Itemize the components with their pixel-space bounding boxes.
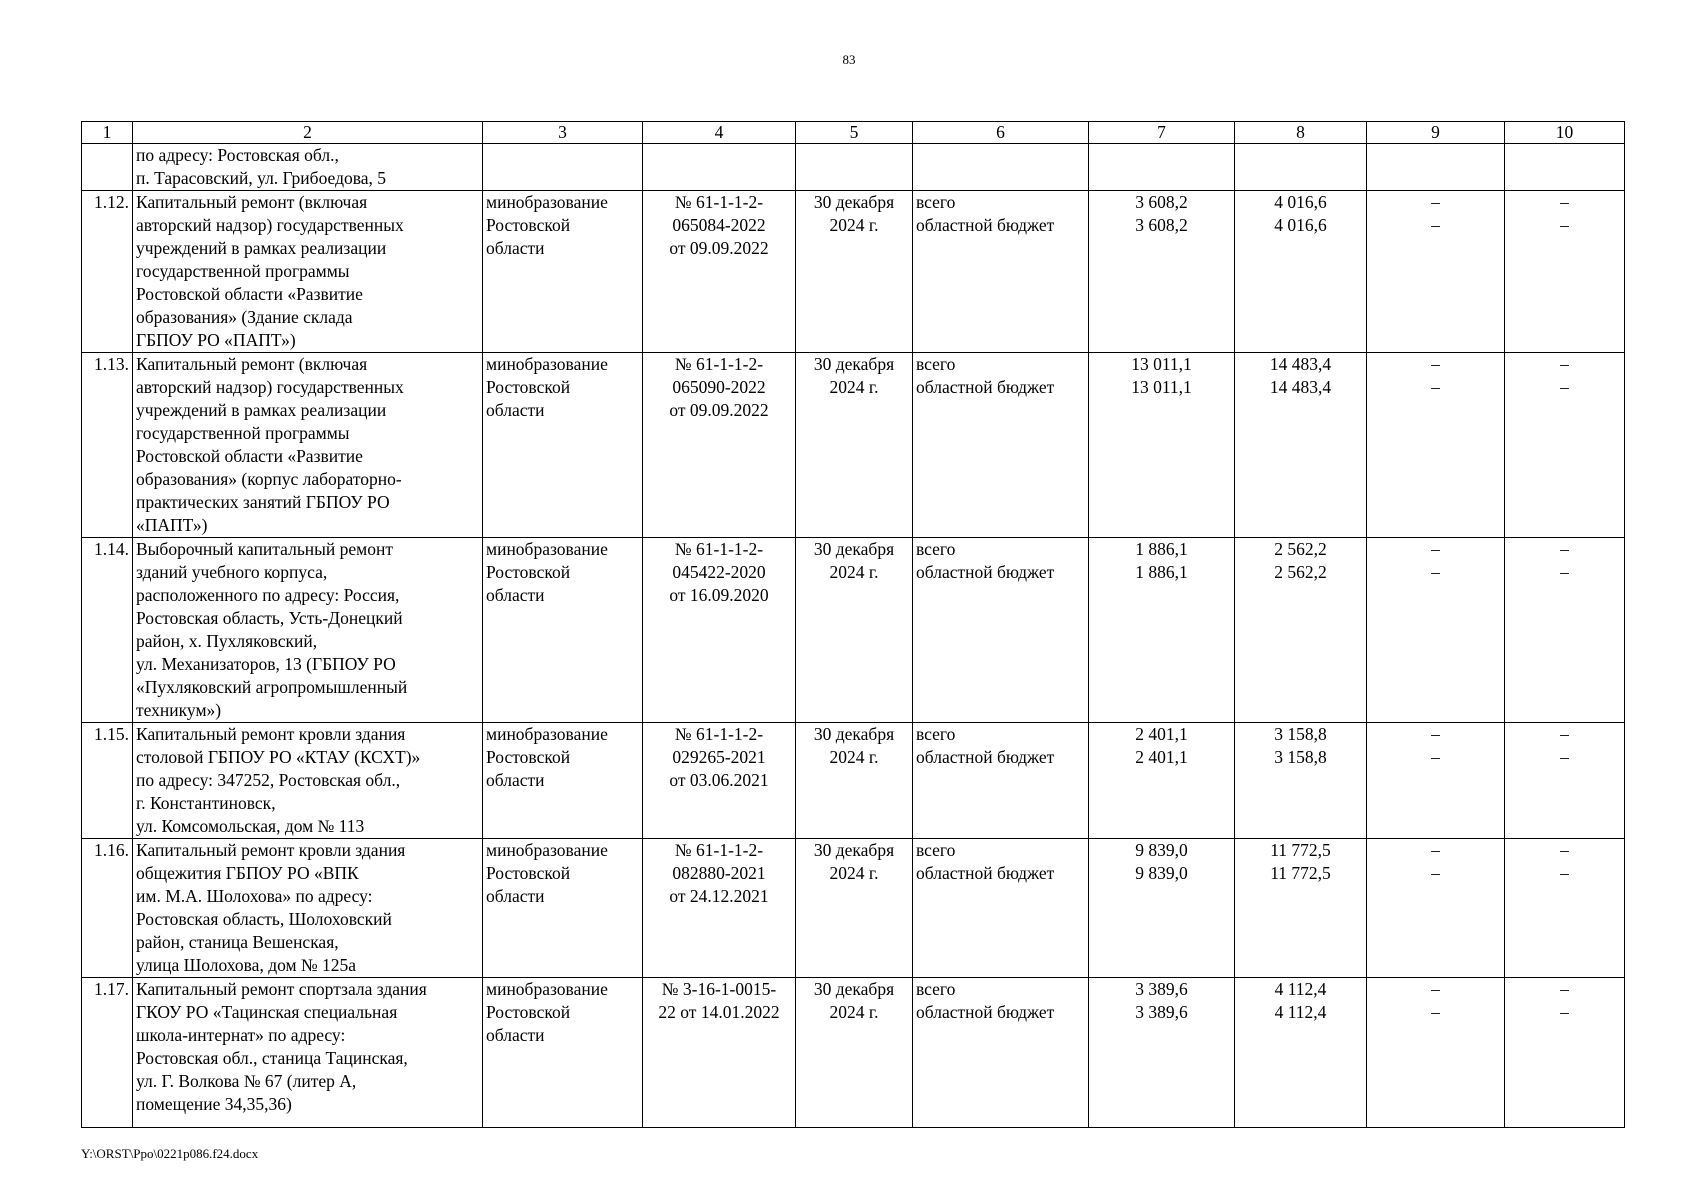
object-name: Капитальный ремонт кровли здания столовой ГБПОУ РО «КТАУ (КСХТ)» по адресу: 347252, Ростовская обл., г. Константиновск, ул. Комсомольская, дом № 113: [133, 723, 483, 839]
col10-value-line: –: [1560, 562, 1569, 582]
customer: минобразование Ростовской области: [483, 353, 643, 538]
deadline: 30 декабря 2024 г.: [796, 723, 913, 839]
col10-value: [1505, 353, 1625, 538]
expertise-document: № 61-1-1-2- 029265-2021 от 03.06.2021: [643, 723, 796, 839]
continuation-text: по адресу: Ростовская обл., п. Тарасовский, ул. Грибоедова, 5: [133, 144, 483, 191]
col9-value: [1367, 353, 1505, 538]
row-number: 1.17.: [82, 978, 133, 1128]
col8-value-line: 2 562,2: [1274, 539, 1327, 559]
funding-source-line: всего: [916, 724, 956, 744]
estimated-cost-line: 13 011,1: [1131, 354, 1192, 374]
col9-value: [1367, 723, 1505, 839]
expertise-document: № 61-1-1-2- 045422-2020 от 16.09.2020: [643, 538, 796, 723]
estimated-cost-line: 3 389,6: [1135, 979, 1188, 999]
col8-value-line: 3 158,8: [1274, 724, 1327, 744]
customer: минобразование Ростовской области: [483, 978, 643, 1128]
table-row: [82, 353, 1625, 538]
col10-value-line: –: [1560, 192, 1569, 212]
column-header: 8: [1235, 122, 1367, 144]
expertise-document: № 61-1-1-2- 082880-2021 от 24.12.2021: [643, 839, 796, 978]
col10-value: [1505, 839, 1625, 978]
col9-value: [1367, 978, 1505, 1128]
col10-value-line: –: [1560, 539, 1569, 559]
estimated-cost-line: 1 886,1: [1135, 562, 1188, 582]
funding-source-line: областной бюджет: [916, 1002, 1055, 1022]
col10-value: [1505, 978, 1625, 1128]
column-header: 5: [796, 122, 913, 144]
col10-value: [1505, 723, 1625, 839]
object-name: Капитальный ремонт (включая авторский надзор) государственных учреждений в рамках реализации государственной программы Ростовской области «Развитие образования» (Здание склада ГБПОУ РО «ПАПТ»): [133, 191, 483, 353]
row-number: 1.14.: [82, 538, 133, 723]
continuation-row: [82, 144, 1625, 191]
estimated-cost-line: 3 608,2: [1135, 192, 1188, 212]
funding-source-line: областной бюджет: [916, 215, 1055, 235]
col8-value: [1235, 839, 1367, 978]
expertise-document: № 3-16-1-0015- 22 от 14.01.2022: [643, 978, 796, 1128]
col10-value-line: –: [1560, 724, 1569, 744]
col8-value: [1235, 353, 1367, 538]
column-header: 3: [483, 122, 643, 144]
col9-value: [1367, 839, 1505, 978]
estimated-cost: [1089, 978, 1235, 1128]
footer-file-path: Y:\ORST\Ppo\0221p086.f24.docx: [81, 1146, 259, 1161]
col9-value: [1367, 538, 1505, 723]
col8-value-line: 11 772,5: [1270, 863, 1331, 883]
deadline: 30 декабря 2024 г.: [796, 353, 913, 538]
col10-value-line: –: [1560, 1002, 1569, 1022]
estimated-cost-line: 9 839,0: [1135, 840, 1188, 860]
funding-source-line: областной бюджет: [916, 747, 1055, 767]
column-header: 10: [1505, 122, 1625, 144]
column-header: 7: [1089, 122, 1235, 144]
column-header: 1: [82, 122, 133, 144]
funding-source-line: областной бюджет: [916, 377, 1055, 397]
object-name: Выборочный капитальный ремонт зданий учебного корпуса, расположенного по адресу: Россия, Ростовская область, Усть-Донецкий район, х. Пухляковский, ул. Механизаторов, 13 (ГБПОУ РО «Пухляковский агропромышленный техникум»): [133, 538, 483, 723]
estimated-cost: [1089, 723, 1235, 839]
col9-value: [1367, 191, 1505, 353]
col8-value-line: 4 112,4: [1274, 1002, 1327, 1022]
object-name: Капитальный ремонт (включая авторский надзор) государственных учреждений в рамках реализации государственной программы Ростовской области «Развитие образования» (корпус лабораторно- практических занятий ГБПОУ РО «ПАПТ»): [133, 353, 483, 538]
col9-value-line: –: [1431, 192, 1440, 212]
deadline: 30 декабря 2024 г.: [796, 978, 913, 1128]
estimated-cost: [1089, 191, 1235, 353]
expertise-document: № 61-1-1-2- 065090-2022 от 09.09.2022: [643, 353, 796, 538]
funding-source-line: областной бюджет: [916, 562, 1055, 582]
deadline: 30 декабря 2024 г.: [796, 839, 913, 978]
estimated-cost: [1089, 839, 1235, 978]
continuation-num: [82, 144, 133, 191]
customer: минобразование Ростовской области: [483, 839, 643, 978]
col8-value-line: 4 016,6: [1274, 215, 1327, 235]
customer: минобразование Ростовской области: [483, 191, 643, 353]
row-number: 1.13.: [82, 353, 133, 538]
funding-source-line: всего: [916, 840, 956, 860]
table-row: [82, 978, 1625, 1128]
funding-source-line: всего: [916, 192, 956, 212]
funding-source: [913, 723, 1089, 839]
table-row: [82, 191, 1625, 353]
funding-source: [913, 978, 1089, 1128]
page-number: 83: [842, 52, 856, 67]
funding-source: [913, 538, 1089, 723]
col8-value-line: 14 483,4: [1269, 354, 1332, 374]
expertise-document: № 61-1-1-2- 065084-2022 от 09.09.2022: [643, 191, 796, 353]
col8-value: [1235, 723, 1367, 839]
col8-value-line: 4 016,6: [1274, 192, 1327, 212]
col10-value-line: –: [1560, 215, 1569, 235]
col9-value-line: –: [1431, 562, 1440, 582]
estimated-cost-line: 3 608,2: [1135, 215, 1188, 235]
col9-value-line: –: [1431, 215, 1440, 235]
col10-value-line: –: [1560, 863, 1569, 883]
estimated-cost-line: 2 401,1: [1135, 747, 1188, 767]
col8-value-line: 2 562,2: [1274, 562, 1327, 582]
object-name: Капитальный ремонт кровли здания общежития ГБПОУ РО «ВПК им. М.А. Шолохова» по адресу: Ростовская область, Шолоховский район, станица Вешенская, улица Шолохова, дом № 125а: [133, 839, 483, 978]
column-header: 9: [1367, 122, 1505, 144]
row-number: 1.16.: [82, 839, 133, 978]
column-number-row: [82, 122, 1625, 144]
col9-value-line: –: [1431, 377, 1440, 397]
estimated-cost-line: 3 389,6: [1135, 1002, 1188, 1022]
col10-value-line: –: [1560, 377, 1569, 397]
col8-value-line: 4 112,4: [1274, 979, 1327, 999]
col8-value: [1235, 978, 1367, 1128]
funding-source-line: всего: [916, 979, 956, 999]
deadline: 30 декабря 2024 г.: [796, 538, 913, 723]
program-table: [81, 121, 1625, 1128]
col10-value: [1505, 191, 1625, 353]
table-row: [82, 538, 1625, 723]
funding-source: [913, 191, 1089, 353]
row-number: 1.15.: [82, 723, 133, 839]
col8-value-line: 14 483,4: [1269, 377, 1332, 397]
estimated-cost-line: 1 886,1: [1135, 539, 1188, 559]
funding-source: [913, 353, 1089, 538]
estimated-cost-line: 2 401,1: [1135, 724, 1188, 744]
col9-value-line: –: [1431, 539, 1440, 559]
col8-value: [1235, 538, 1367, 723]
deadline: 30 декабря 2024 г.: [796, 191, 913, 353]
col10-value-line: –: [1560, 747, 1569, 767]
funding-source: [913, 839, 1089, 978]
estimated-cost: [1089, 353, 1235, 538]
estimated-cost-line: 9 839,0: [1135, 863, 1188, 883]
estimated-cost: [1089, 538, 1235, 723]
col10-value-line: –: [1560, 840, 1569, 860]
object-name: Капитальный ремонт спортзала здания ГКОУ РО «Тацинская специальная школа-интернат» по адресу: Ростовская обл., станица Тацинская, ул. Г. Волкова № 67 (литер А, помещение 34,35,36): [133, 978, 483, 1128]
column-header: 6: [913, 122, 1089, 144]
col9-value-line: –: [1431, 724, 1440, 744]
col10-value-line: –: [1560, 354, 1569, 374]
customer: минобразование Ростовской области: [483, 538, 643, 723]
col9-value-line: –: [1431, 863, 1440, 883]
funding-source-line: всего: [916, 539, 956, 559]
customer: минобразование Ростовской области: [483, 723, 643, 839]
funding-source-line: всего: [916, 354, 956, 374]
col9-value-line: –: [1431, 840, 1440, 860]
col8-value-line: 3 158,8: [1274, 747, 1327, 767]
table-row: [82, 839, 1625, 978]
column-header: 2: [133, 122, 483, 144]
col8-value-line: 11 772,5: [1270, 840, 1331, 860]
table-row: [82, 723, 1625, 839]
col9-value-line: –: [1431, 1002, 1440, 1022]
funding-source-line: областной бюджет: [916, 863, 1055, 883]
column-header: 4: [643, 122, 796, 144]
col9-value-line: –: [1431, 354, 1440, 374]
col8-value: [1235, 191, 1367, 353]
row-number: 1.12.: [82, 191, 133, 353]
col9-value-line: –: [1431, 979, 1440, 999]
estimated-cost-line: 13 011,1: [1131, 377, 1192, 397]
col9-value-line: –: [1431, 747, 1440, 767]
col10-value-line: –: [1560, 979, 1569, 999]
col10-value: [1505, 538, 1625, 723]
